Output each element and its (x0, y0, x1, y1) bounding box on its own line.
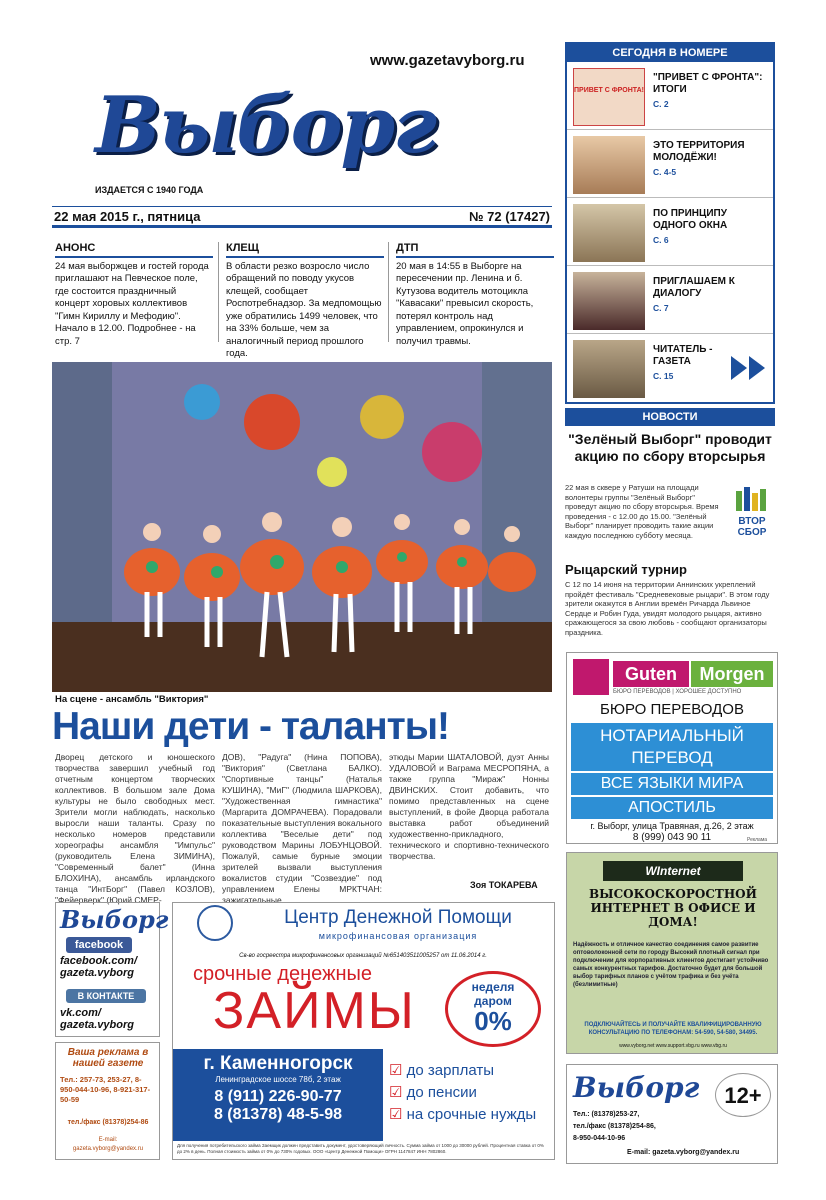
issue-item-title: "ПРИВЕТ С ФРОНТА": ИТОГИ С. 2 (653, 72, 771, 110)
since-note: ИЗДАЕТСЯ С 1940 ГОДА (95, 185, 204, 195)
lender-sub: микрофинансовая организация (318, 931, 478, 941)
internet-brand: WInternet (603, 861, 743, 881)
ad-fax: тел./факс (81378)254-86 (67, 1119, 149, 1126)
article-column: этюды Марии ШАТАЛОВОЙ, дуэт Анны УДАЛОВОЙ и Ваграма МЕСРОПЯНА, а также группа "Мираж" Нонны ДВИНСКИХ. Стоит добавить, что помимо представленных на сцене выступлений, в фойе Дворца работала выставка работ объединений художественно-прикладного, технического и спортивно-технического творчества. (389, 752, 549, 861)
vk-url[interactable]: vk.com/ gazeta.vyborg (60, 1007, 134, 1031)
ad-mark: Реклама (747, 837, 768, 843)
article-author: Зоя ТОКАРЕВА (470, 880, 538, 890)
brand-left: Guten (613, 661, 689, 687)
translation-ad[interactable] (566, 652, 778, 844)
brand-square-icon (573, 659, 609, 695)
ad-contact-block (173, 1049, 383, 1141)
thumb-image (573, 136, 645, 194)
internet-cta: ПОДКЛЮЧАЙТЕСЬ И ПОЛУЧАЙТЕ КВАЛИФИЦИРОВАННУЮ КОНСУЛЬТАЦИЮ ПО ТЕЛЕФОНАМ: 54-590, 54-580, 34495. (584, 1022, 762, 1036)
brand-right: Morgen (691, 661, 773, 687)
zero-percent-badge (445, 971, 541, 1047)
brand-tagline: БЮРО ПЕРЕВОДОВ | ХОРОШЕЕ ДОСТУПНО (613, 689, 742, 695)
brief-text: В области резко возросло число обращений по поводу укусов клещей, сообщает Роспотребнадзор. За медпомощью уже обратились 1499 человек, что на 33% больше, чем за аналогичный период прошлого года. (226, 260, 382, 359)
forward-arrows-icon[interactable] (731, 356, 767, 380)
facebook-icon[interactable]: facebook (66, 937, 132, 953)
ad-address: Ленинградское шоссе 78б, 2 этаж (215, 1075, 341, 1084)
recycle-logo (728, 485, 776, 545)
brief-title: АНОНС (55, 242, 213, 258)
page-ref: С. 7 (653, 303, 669, 313)
news-header: НОВОСТИ (565, 408, 775, 426)
brief-accident (396, 242, 554, 360)
issue-item[interactable] (567, 62, 773, 130)
ad-phone: 8 (999) 043 90 11 (632, 832, 712, 843)
checkbox-icon: ☑ (389, 1062, 407, 1079)
ad-urgent: срочные денежные (193, 963, 372, 985)
ad-city: г. Каменногорск (203, 1053, 353, 1074)
ad-loans: ЗАЙМЫ (213, 982, 416, 1040)
ad-title: Ваша реклама в нашей газете (67, 1047, 149, 1069)
in-this-issue-panel (565, 42, 775, 404)
thumb-image (573, 272, 645, 330)
internet-url: www.vyborg.net www.support.vbg.ru www.vbg.ru (619, 1043, 727, 1049)
vkontakte-icon[interactable]: В КОНТАКТЕ (66, 989, 146, 1003)
article-column: ДОВ), "Радуга" (Нина ПОПОВА), "Виктория" (Светлана БАЛКО). "Спортивные танцы" (Наталья КУШИНА), "МиГ" (Людмила ШАРКОВА), "Художественная гимнастика" (Маргарита ДОМРАЧЕВА). Порадовали показательные выступления вокального коллектива "Веселые дети" под руководством Марины ЛОБУНЦОВОЙ. Пожалуй, самые бурные эмоции зрителей вызвали выступления вокалистов студии "Созвездие" под управлением Елены МРКТЧАН: зажигательные (222, 752, 382, 905)
ad-line: АПОСТИЛЬ (571, 797, 773, 819)
fine-print: Для получения потребительского займа Заемщик должен представить документ, удостоверяющий личность. Сумма займа от 1000 до 30000 рублей. Процентная ставка от 0% до 2% в день. Полная стоимость займа от 0% до 730% годовых. ООО «Центр Денежной Помощи» ОГРН 1147847 ИНН 7802860. (177, 1143, 544, 1154)
thumb-image: ПРИВЕТ С ФРОНТА! (573, 68, 645, 126)
dateline (52, 206, 552, 228)
ad-line: ВСЕ ЯЗЫКИ МИРА (571, 773, 773, 795)
small-logo: Выборг (60, 905, 169, 934)
lender-name: Центр Денежной Помощи (284, 907, 512, 928)
news-title: Рыцарский турнир (565, 562, 687, 577)
divider (388, 242, 389, 342)
benefit-item: ☑ до зарплаты (389, 1062, 494, 1079)
brief-text: 20 мая в 14:55 в Выборге на пересечении пр. Ленина и б. Кутузова водитель мотоцикла "Кавасаки" превысил скорость, потерял контроль над управлением, опрокинулся и получил травмы. (396, 260, 534, 347)
ad-line: НОТАРИАЛЬНЫЙ ПЕРЕВОД (571, 723, 773, 771)
social-ad[interactable] (55, 902, 169, 1037)
recycle-bars-icon (732, 485, 772, 511)
internet-headline: ВЫСОКОСКОРОСТНОЙ ИНТЕРНЕТ В ОФИСЕ И ДОМА! (589, 887, 757, 929)
issue-item[interactable] (567, 266, 773, 334)
panel-header: СЕГОДНЯ В НОМЕРЕ (567, 44, 773, 62)
advertise-ad (55, 1042, 160, 1160)
main-headline: Наши дети - таланты! (52, 705, 450, 748)
recycle-logo-text: ВТОР СБОР (737, 516, 767, 538)
internet-ad[interactable] (566, 852, 778, 1054)
contact-tel: Тел.: (81378)253-27, (573, 1111, 640, 1118)
internet-body: Надёжность и отличное качество соединения самое развитие оптоволоконной сети по городу Высокий плотный сигнал при подключении для корпоративных клиентов достигает устойчиво самых конкурентных тарифов. Достаточно будет для большой выбор тарифных планов с учётом трафика и без учёта (безлимитные) (573, 942, 769, 988)
news-text: 22 мая в сквере у Ратуши на площади волонтеры группы "Зелёный Выборг" проведут акцию по сбору вторсырья. Время проведения - с 12.00 до 15.00. "Зелёный Выборг" планирует проводить такие акции каждую последнюю субботу месяца. (565, 483, 719, 540)
ad-line: БЮРО ПЕРЕВОДОВ (600, 701, 744, 718)
page-ref: С. 15 (653, 371, 674, 381)
news-title: "Зелёный Выборг" проводит акцию по сбору вторсырья (568, 431, 772, 464)
page-ref: С. 6 (653, 235, 669, 245)
vyborg-contact-ad (566, 1064, 778, 1164)
issue-item[interactable] (567, 198, 773, 266)
issue-item-title: ПРИГЛАШАЕМ К ДИАЛОГУ С. 7 (653, 276, 771, 314)
ad-phones: Тел.: 257-73, 253-27, 8-950-044-10-96, 8-921-317-50-59 (60, 1075, 151, 1104)
benefit-item: ☑ на срочные нужды (389, 1106, 537, 1123)
article-column: Дворец детского и юношеского творчества завершил учебный год отчетным концертом творческих коллективов. В большом зале Дома культуры не было свободных мест. Зрители могли наблюдать, насколько выросли наши таланты. Сразу по несколько номеров представили хореографы ансамбля "Импульс" (руководитель Елена ЗИМИНА), "Современный балет" (Инна БЛОХИНА), ансамбль ирландского танца "ИнтБорг" (Павел КОЗЛОВ), "Фейерверк" (Юрий СМЕР- (55, 752, 215, 905)
ad-address: г. Выборг, улица Травяная, д.26, 2 этаж (590, 821, 754, 831)
ad-email: gazeta.vyborg@yandex.ru (72, 1146, 144, 1152)
facebook-url[interactable]: facebook.com/ gazeta.vyborg (60, 955, 138, 979)
lender-reg: Св-во госреестра микрофинансовых организаций №651403511005257 от 11.06.2014 г. (239, 953, 487, 959)
contact-mobile: 8-950-044-10-96 (573, 1135, 626, 1142)
main-photo (52, 362, 552, 692)
checkbox-icon: ☑ (389, 1084, 407, 1101)
hands-logo-icon (197, 905, 233, 941)
checkbox-icon: ☑ (389, 1106, 407, 1123)
brief-tick (226, 242, 384, 360)
brief-text: 24 мая выборжцев и гостей города приглашают на Певческое поле, где состоится праздничный концерт хоровых коллективов "Гимн Кириллу и Мефодию". Начало в 12.00. Подробнее - на стр. 7 (55, 260, 209, 347)
dancers-illustration (52, 362, 552, 692)
small-logo: Выборг (573, 1071, 700, 1104)
divider (218, 242, 219, 342)
issue-date: 22 мая 2015 г., пятница (54, 208, 201, 224)
contact-email: E-mail: gazeta.vyborg@yandex.ru (627, 1149, 740, 1156)
ad-phone: 8 (911) 226-90-77 (214, 1088, 342, 1105)
issue-item[interactable] (567, 334, 773, 402)
contact-fax: тел./факс (81378)254-86, (573, 1123, 656, 1130)
news-text: С 12 по 14 июня на территории Аннинских укреплений пройдёт фестиваль "Средневековые рыцари". В этом году зрители окажутся в Англии времён Ричарда Львиное Сердце и Робин Гуда, увидят молодого рыцаря, активно сражающегося за свою любовь - сообщают организаторы праздника. (565, 580, 770, 637)
benefit-item: ☑ до пенсии (389, 1084, 477, 1101)
thumb-image (573, 340, 645, 398)
badge-line: неделя (471, 980, 515, 994)
brief-title: ДТП (396, 242, 554, 258)
issue-item[interactable] (567, 130, 773, 198)
issue-item-title: ПО ПРИНЦИПУ ОДНОГО ОКНА С. 6 (653, 208, 771, 246)
website-url: www.gazetavyborg.ru (370, 52, 525, 69)
brief-announce (55, 242, 213, 360)
issue-item-title: ЧИТАТЕЛЬ - ГАЗЕТА С. 15 (653, 344, 733, 382)
brief-title: КЛЕЩ (226, 242, 384, 258)
badge-percent: 0% (474, 1006, 512, 1036)
ad-phone: 8 (81378) 48-5-98 (213, 1106, 343, 1123)
badge-line: даром (474, 994, 512, 1008)
thumb-image (573, 204, 645, 262)
photo-caption: На сцене - ансамбль "Виктория" (55, 694, 209, 705)
page-ref: С. 4-5 (653, 167, 677, 177)
issue-number: № 72 (17427) (469, 208, 550, 224)
loans-ad[interactable] (172, 902, 555, 1160)
ad-email-label: E-mail: (98, 1137, 118, 1143)
age-rating-badge: 12+ (715, 1073, 771, 1117)
newspaper-logo: Выборг (95, 80, 436, 171)
page-ref: С. 2 (653, 99, 669, 109)
issue-item-title: ЭТО ТЕРРИТОРИЯ МОЛОДЁЖИ! С. 4-5 (653, 140, 771, 178)
